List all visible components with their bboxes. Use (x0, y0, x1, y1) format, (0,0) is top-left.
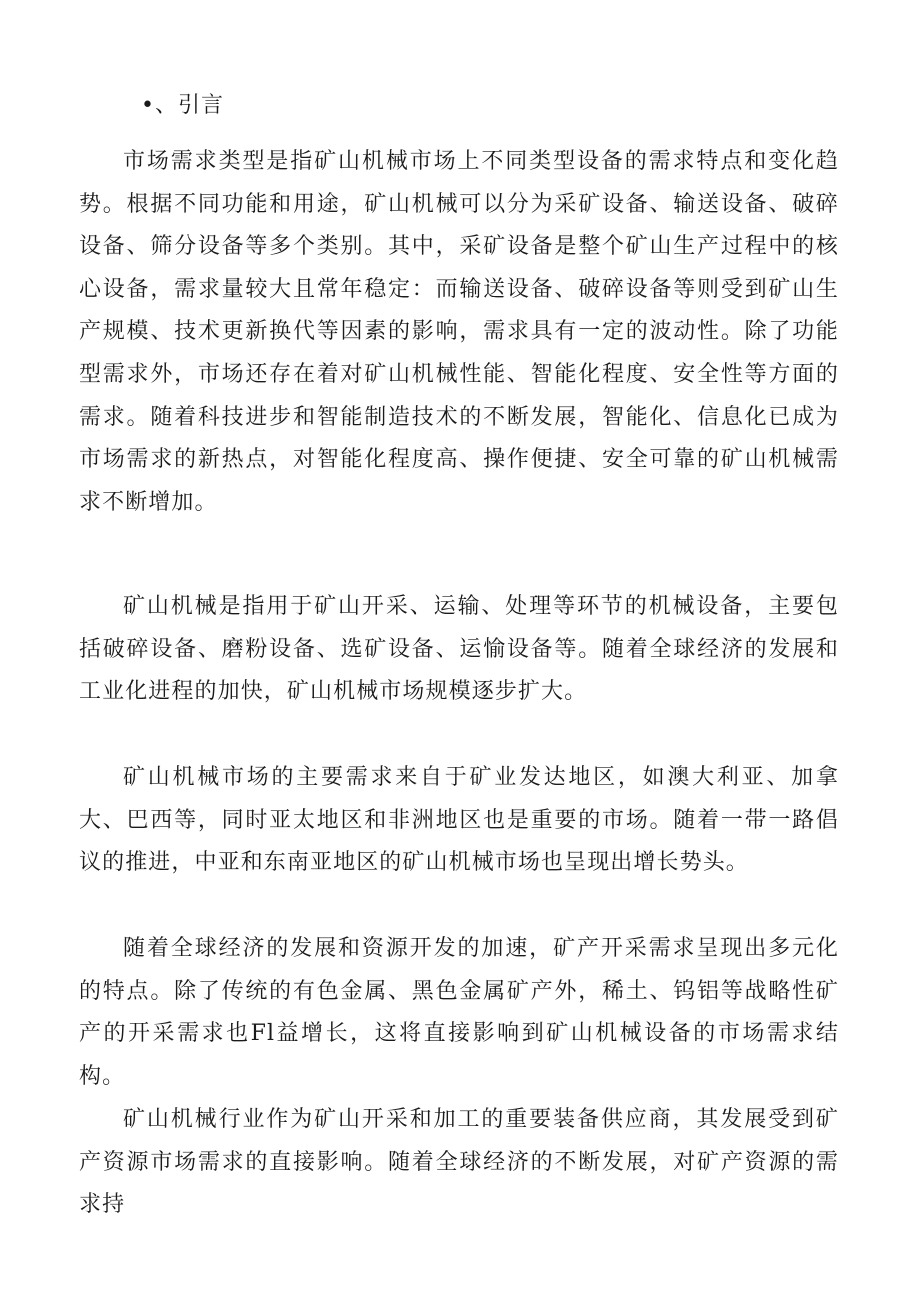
paragraph-mining-machinery-definition: 矿山机械是指用于矿山开采、运输、处理等环节的机械设备，主要包括破碎设备、磨粉设备、选矿设备、运愉设备等。随着全球经济的发展和工业化进程的加快，矿山机械市场规模逐步扩大。 (79, 594, 839, 705)
paragraph-diversified-demand: 随着全球经济的发展和资源开发的加速，矿产开采需求呈现出多元化的特点。除了传统的有色金属、黑色金属矿产外，稀土、钨铝等战略性矿产的开采需求也Fl益增长，这将直接影响到矿山机械设备的市场需求结构。 (79, 936, 839, 1089)
paragraph-regional-demand: 矿山机械市场的主要需求来自于矿业发达地区，如澳大利亚、加拿大、巴西等，同时亚太地区和非洲地区也是重要的市场。随着一带一路倡议的推进，中亚和东南亚地区的矿山机械市场也呈现出增长势头。 (79, 765, 839, 876)
paragraph-market-demand-types: 市场需求类型是指矿山机械市场上不同类型设备的需求特点和变化趋势。根据不同功能和用途，矿山机械可以分为采矿设备、输送设备、破碎设备、筛分设备等多个类别。其中，采矿设备是整个矿山生产过程中的核心设备，需求量较大且常年稳定：而输送设备、破碎设备等则受到矿山生产规模、技术更新换代等因素的影响，需求具有一定的波动性。除了功能型需求外，市场还存在着对矿山机械性能、智能化程度、安全性等方面的需求。随着科技进步和智能制造技术的不断发展，智能化、信息化已成为市场需求的新热点，对智能化程度高、操作便捷、安全可靠的矿山机械需求不断增加。 (79, 149, 839, 515)
paragraph-industry-development: 矿山机械行业作为矿山开采和加工的重要装备供应商，其发展受到矿产资源市场需求的直接影响。随着全球经济的不断发展，对矿产资源的需求持 (79, 1107, 839, 1218)
section-heading: •、引言 (141, 93, 224, 118)
